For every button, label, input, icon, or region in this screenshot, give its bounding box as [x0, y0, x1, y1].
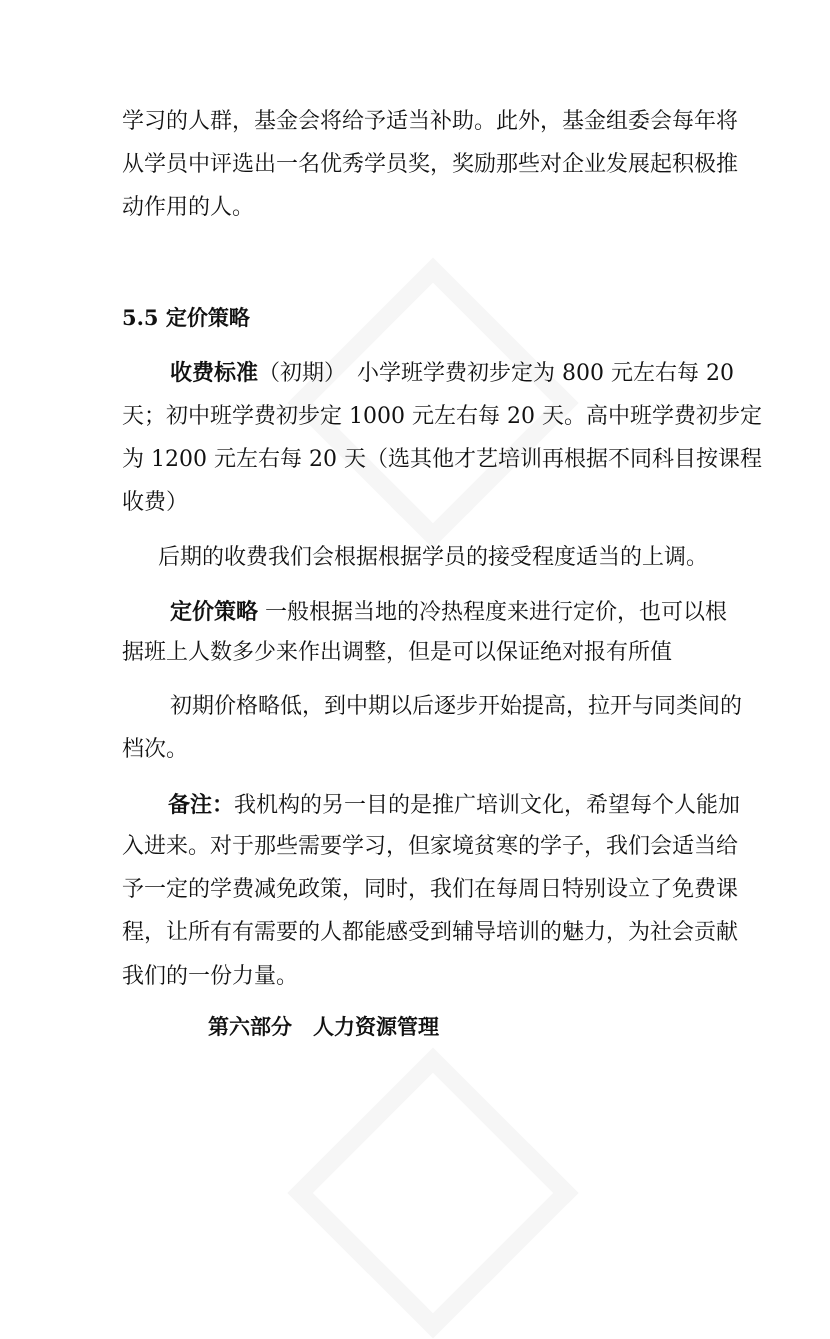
- part-heading: 第六部分 人力资源管理: [208, 1014, 439, 1039]
- watermark: [287, 1047, 578, 1338]
- fee-standard-label: 收费标准: [170, 360, 259, 386]
- paragraph-line: 动作用的人。: [122, 195, 255, 220]
- paragraph-line: 天；初中班学费初步定 1000 元左右每 20 天。高中班学费初步定: [122, 404, 762, 429]
- paragraph-line: 档次。: [122, 737, 189, 762]
- paragraph-line: 入进来。对于那些需要学习，但家境贫寒的学子，我们会适当给: [122, 834, 739, 859]
- paragraph-line: 予一定的学费减免政策，同时，我们在每周日特别设立了免费课: [122, 877, 739, 902]
- paragraph-line: 初期价格略低，到中期以后逐步开始提高，拉开与同类间的: [170, 694, 743, 719]
- paragraph-line: 为 1200 元左右每 20 天（选其他才艺培训再根据不同科目按课程: [122, 447, 762, 472]
- paragraph-line: 后期的收费我们会根据根据学员的接受程度适当的上调。: [158, 545, 709, 570]
- section-heading: 5.5 定价策略: [122, 305, 250, 330]
- pricing-strategy-text: 一般根据当地的冷热程度来进行定价，也可以根: [265, 600, 728, 625]
- paragraph-line: 程，让所有有需要的人都能感受到辅导培训的魅力，为社会贡献: [122, 920, 739, 945]
- remark-line: [168, 791, 741, 820]
- paragraph-line: 据班上人数多少来作出调整，但是可以保证绝对报有所值: [122, 640, 673, 665]
- pricing-strategy-label: 定价策略: [170, 599, 259, 625]
- fee-standard-text: （初期） 小学班学费初步定为 800 元左右每 20: [258, 361, 734, 386]
- fee-standard-line: [170, 359, 734, 388]
- paragraph-line: 收费）: [122, 490, 189, 515]
- paragraph-line: 我们的一份力量。: [122, 964, 299, 989]
- pricing-strategy-line: [170, 598, 728, 627]
- paragraph-line: 从学员中评选出一名优秀学员奖，奖励那些对企业发展起积极推: [122, 152, 739, 177]
- remark-label: 备注：: [168, 792, 235, 818]
- remark-text: 我机构的另一目的是推广培训文化，希望每个人能加: [234, 793, 741, 818]
- paragraph-line: 学习的人群，基金会将给予适当补助。此外，基金组委会每年将: [122, 109, 739, 134]
